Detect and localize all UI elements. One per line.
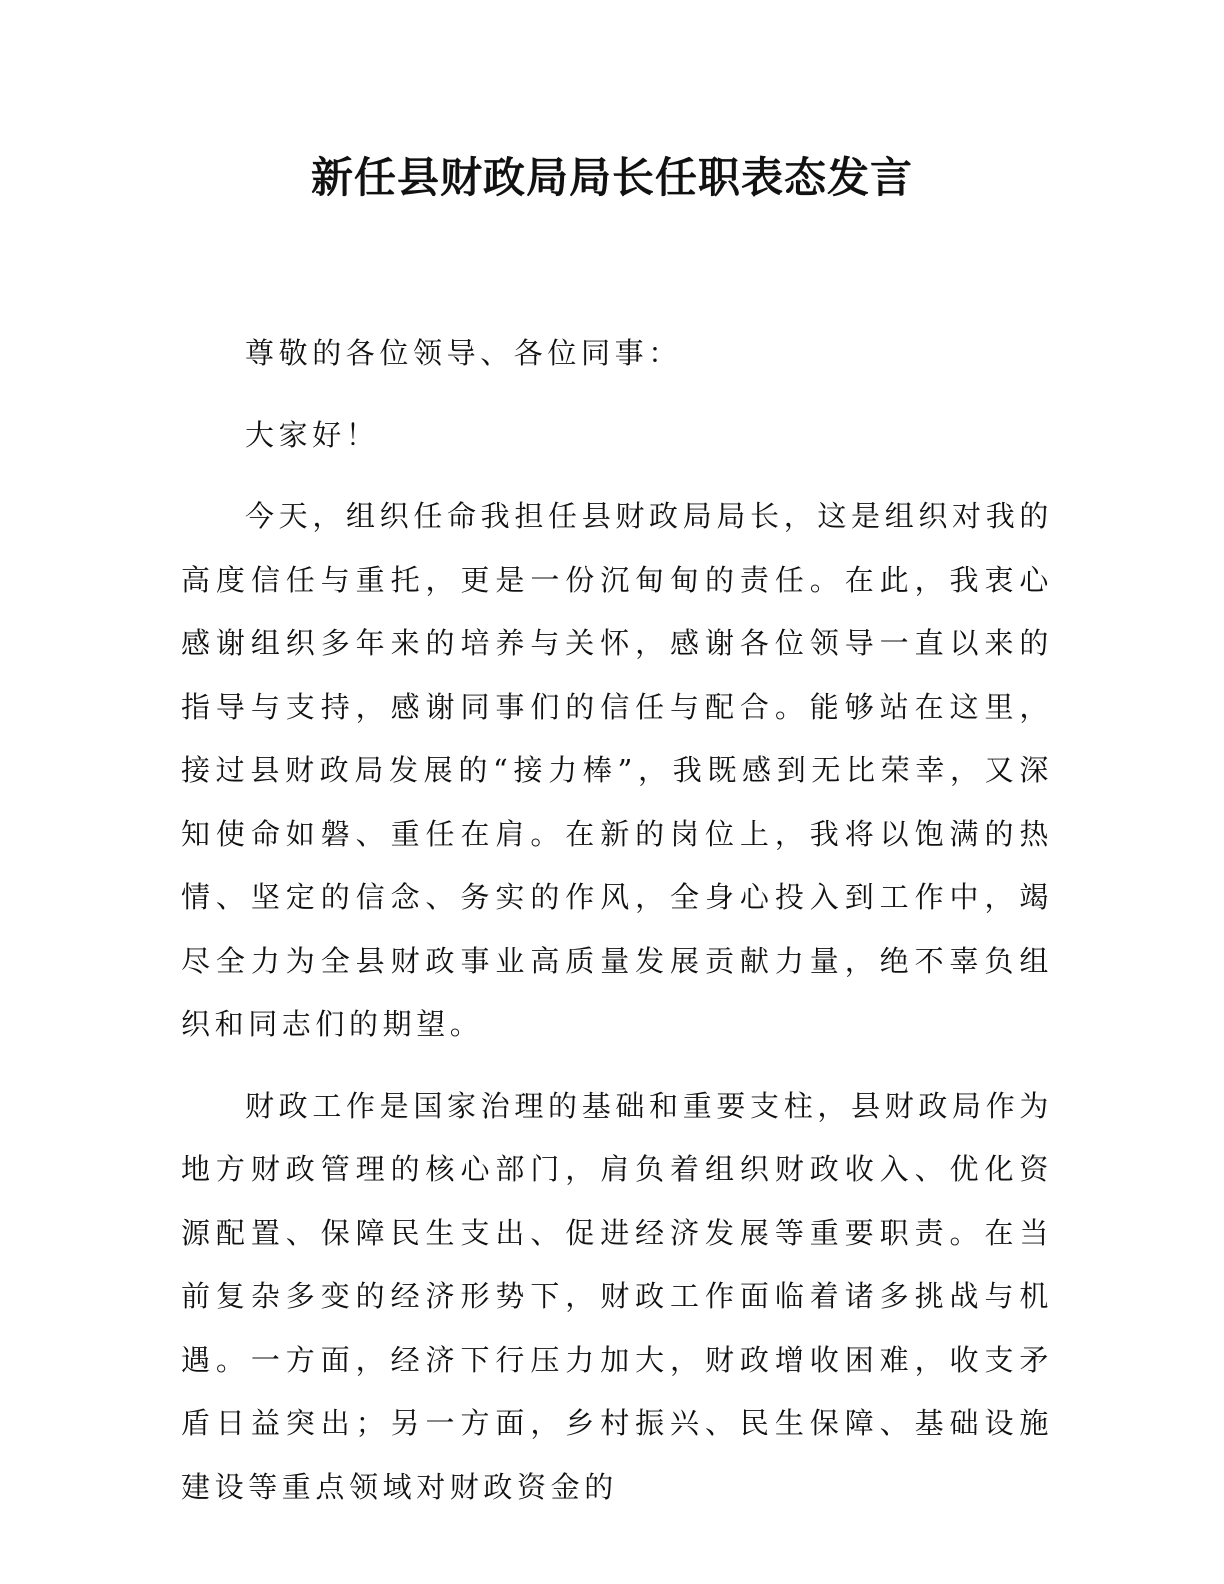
salutation: 尊敬的各位领导、各位同事：	[245, 336, 682, 370]
paragraph: 财政工作是国家治理的基础和重要支柱，县财政局作为地方财政管理的核心部门，肩负着组织财政收入、优化资源配置、保障民生支出、促进经济发展等重要职责。在当前复杂多变的经济形势下，财政工作面临着诸多挑战与机遇。一方面，经济下行压力加大，财政增收困难，收支矛盾日益突出；另一方面，乡村振兴、民生保障、基础设施建设等重点领域对财政资金的	[181, 1088, 1053, 1504]
document-title: 新任县财政局局长任职表态发言	[310, 153, 913, 202]
paragraph: 今天，组织任命我担任县财政局局长，这是组织对我的高度信任与重托，更是一份沉甸甸的责任。在此，我衷心感谢组织多年来的培养与关怀，感谢各位领导一直以来的指导与支持，感谢同事们的信任与配合。能够站在这里，接过县财政局发展的“接力棒”，我既感到无比荣幸，又深知使命如磐、重任在肩。在新的岗位上，我将以饱满的热情、坚定的信念、务实的作风，全身心投入到工作中，竭尽全力为全县财政事业高质量发展贡献力量，绝不辜负组织和同志们的期望。	[181, 499, 1053, 1041]
document-body	[181, 322, 1053, 1519]
greeting: 大家好！	[245, 417, 380, 452]
